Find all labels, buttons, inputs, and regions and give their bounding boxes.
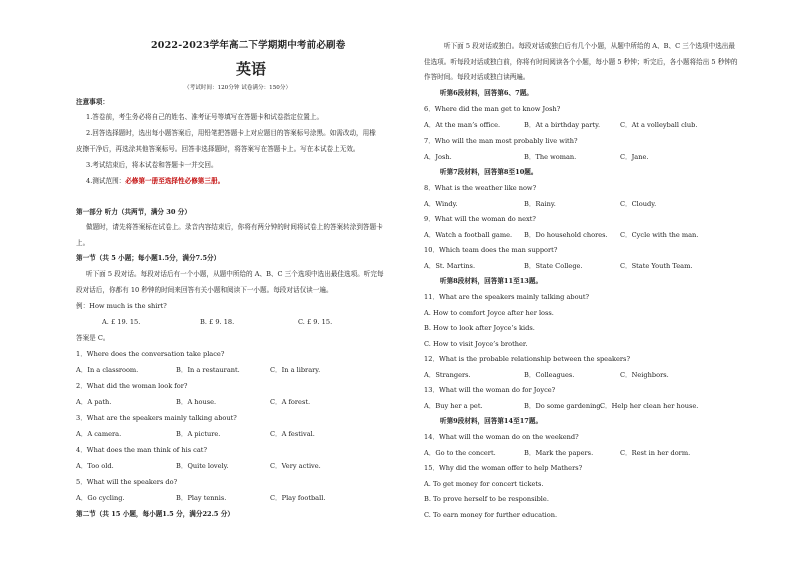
q4-option-b: B．Quite lovely. — [176, 462, 229, 470]
q3-option-c: C．A festival. — [270, 430, 315, 438]
note-4 — [86, 177, 224, 185]
note-3: 3.考试结束后，将本试卷和答题卡一并交回。 — [86, 161, 218, 169]
q9-option-c: C．Cycle with the man. — [620, 231, 699, 239]
part1-intro-b: 上。 — [76, 239, 90, 247]
material-6-heading: 听第6段材料，回答第6、7题。 — [440, 89, 533, 97]
q5-option-b: B．Play tennis. — [176, 494, 227, 502]
q11-option-c: C. How to visit Joyce’s brother. — [424, 340, 528, 348]
material-7-heading: 听第7段材料，回答第8至10题。 — [440, 168, 538, 176]
question-15: 15．Why did the woman offer to help Mathers? — [424, 464, 583, 472]
q2-option-c: C．A forest. — [270, 398, 311, 406]
question-3: 3．What are the speakers mainly talking about? — [76, 414, 237, 422]
q10-option-b: B．State College. — [524, 262, 583, 270]
part1-intro-a: 做题时，请先将答案标在试卷上。录音内容结束后，你将有两分钟的时间将试卷上的答案转涂到答题卡 — [86, 223, 383, 231]
section2-intro-a: 听下面 5 段对话或独白。每段对话或独白后有几个小题，从题中所给的 A、B、C 三个选项中选出最 — [444, 42, 735, 50]
q10-option-a: A．St. Martins. — [424, 262, 476, 270]
q15-option-b: B. To prove herself to be responsible. — [424, 495, 549, 503]
q12-option-b: B．Colleagues. — [524, 371, 575, 379]
question-10: 10．Which team does the man support? — [424, 246, 558, 254]
q12-option-c: C．Neighbors. — [620, 371, 669, 379]
section2-intro-b: 佳选项。听每段对话或独白前，你将有时间阅读各个小题，每小题 5 秒钟；听完后，各小题将给出 5 秒钟的 — [424, 58, 738, 66]
note-2a: 2.回答选择题时，选出每小题答案后，用铅笔把答题卡上对应题目的答案标号涂黑。如需改动，用橡 — [86, 129, 376, 137]
example-option-b: B. £ 9. 18. — [200, 318, 235, 326]
section1-intro-a: 听下面 5 段对话。每段对话后有一个小题，从题中所给的 A、B、C 三个选项中选出最佳选项。听完每 — [86, 270, 384, 278]
q6-option-b: B．At a birthday party. — [524, 121, 601, 129]
question-4: 4．What does the man think of his cat? — [76, 446, 207, 454]
exam-title: 2022-2023学年高二下学期期中考前必刷卷 — [151, 40, 346, 51]
question-5: 5．What will the speakers do? — [76, 478, 178, 486]
material-9-heading: 听第9段材料，回答第14至17题。 — [440, 417, 543, 425]
question-8: 8．What is the weather like now? — [424, 184, 537, 192]
section1-heading: 第一节（共 5 小题；每小题1.5分，满分7.5分） — [76, 254, 221, 262]
q8-option-b: B．Rainy. — [524, 200, 556, 208]
example-option-c: C. £ 9. 15. — [298, 318, 333, 326]
q11-option-a: A. How to comfort Joyce after her loss. — [424, 309, 554, 317]
q3-option-a: A．A camera. — [76, 430, 122, 438]
q1-option-c: C．In a library. — [270, 366, 321, 374]
notes-heading: 注意事项： — [76, 98, 109, 106]
exam-info: （考试时间：120分钟 试卷满分：150分） — [184, 85, 292, 91]
note-2b: 皮擦干净后，再选涂其他答案标号。回答非选择题时，将答案写在答题卡上。写在本试卷上无效。 — [76, 145, 360, 153]
q7-option-b: B．The woman. — [524, 153, 577, 161]
example-option-a: A. £ 19. 15. — [102, 318, 141, 326]
q4-option-c: C．Very active. — [270, 462, 321, 470]
question-2: 2．What did the woman look for? — [76, 382, 188, 390]
q15-option-c: C. To earn money for further education. — [424, 511, 558, 519]
q13-option-b: B．Do some gardening. — [524, 402, 603, 410]
question-14: 14．What will the woman do on the weekend? — [424, 433, 579, 441]
q7-option-a: A．Josh. — [424, 153, 452, 161]
section2-intro-c: 作答时间。每段对话或独白读两遍。 — [424, 73, 530, 81]
q5-option-a: A．Go cycling. — [76, 494, 125, 502]
q6-option-c: C．At a volleyball club. — [620, 121, 698, 129]
question-7: 7．Who will the man most probably live with? — [424, 137, 578, 145]
example-question: 例：How much is the shirt? — [76, 302, 167, 310]
question-6: 6．Where did the man get to know Josh? — [424, 105, 561, 113]
q6-option-a: A．At the man’s office. — [424, 121, 501, 129]
question-13: 13．What will the woman do for Joyce? — [424, 386, 556, 394]
q2-option-b: B．A house. — [176, 398, 217, 406]
q1-option-b: B．In a restaurant. — [176, 366, 240, 374]
q14-option-c: C．Rest in her dorm. — [620, 449, 691, 457]
question-1: 1．Where does the conversation take place? — [76, 350, 225, 358]
section1-intro-b: 段对话后，你都有 10 秒钟的时间来回答有关小题和阅读下一小题。每段对话仅读一遍。 — [76, 286, 333, 294]
q9-option-a: A．Watch a football game. — [424, 231, 513, 239]
note-1: 1.答卷前，考生务必将自己的姓名、准考证号等填写在答题卡和试卷指定位置上。 — [86, 113, 324, 121]
q14-option-b: B．Mark the papers. — [524, 449, 594, 457]
q7-option-c: C．Jane. — [620, 153, 649, 161]
q8-option-c: C．Cloudy. — [620, 200, 657, 208]
q3-option-b: B．A picture. — [176, 430, 221, 438]
q14-option-a: A．Go to the concert. — [424, 449, 496, 457]
question-11: 11．What are the speakers mainly talking about? — [424, 293, 590, 301]
q15-option-a: A. To get money for concert tickets. — [424, 480, 544, 488]
q10-option-c: C．State Youth Team. — [620, 262, 693, 270]
subject-title: 英语 — [236, 60, 267, 78]
q1-option-a: A．In a classroom. — [76, 366, 139, 374]
test-scope: 必修第一册至选择性必修第三册。 — [125, 177, 225, 185]
example-answer: 答案是 C。 — [76, 334, 110, 342]
q4-option-a: A．Too old. — [76, 462, 114, 470]
q2-option-a: A．A path. — [76, 398, 112, 406]
q5-option-c: C．Play football. — [270, 494, 326, 502]
question-9: 9．What will the woman do next? — [424, 215, 536, 223]
note-4-prefix: 4.测试范围： — [86, 177, 126, 185]
q13-option-a: A．Buy her a pet. — [424, 402, 483, 410]
q9-option-b: B．Do household chores. — [524, 231, 608, 239]
q13-option-c: C．Help her clean her house. — [600, 402, 699, 410]
q12-option-a: A．Strangers. — [424, 371, 471, 379]
question-12: 12．What is the probable relationship between the speakers? — [424, 355, 630, 363]
q11-option-b: B. How to look after Joyce’s kids. — [424, 324, 535, 332]
material-8-heading: 听第8段材料，回答第11至13题。 — [440, 277, 543, 285]
part1-heading: 第一部分 听力（共两节，满分 30 分） — [76, 208, 191, 216]
q8-option-a: A．Windy. — [424, 200, 458, 208]
section2-heading: 第二节（共 15 小题，每小题1.5 分，满分22.5 分） — [76, 510, 234, 518]
